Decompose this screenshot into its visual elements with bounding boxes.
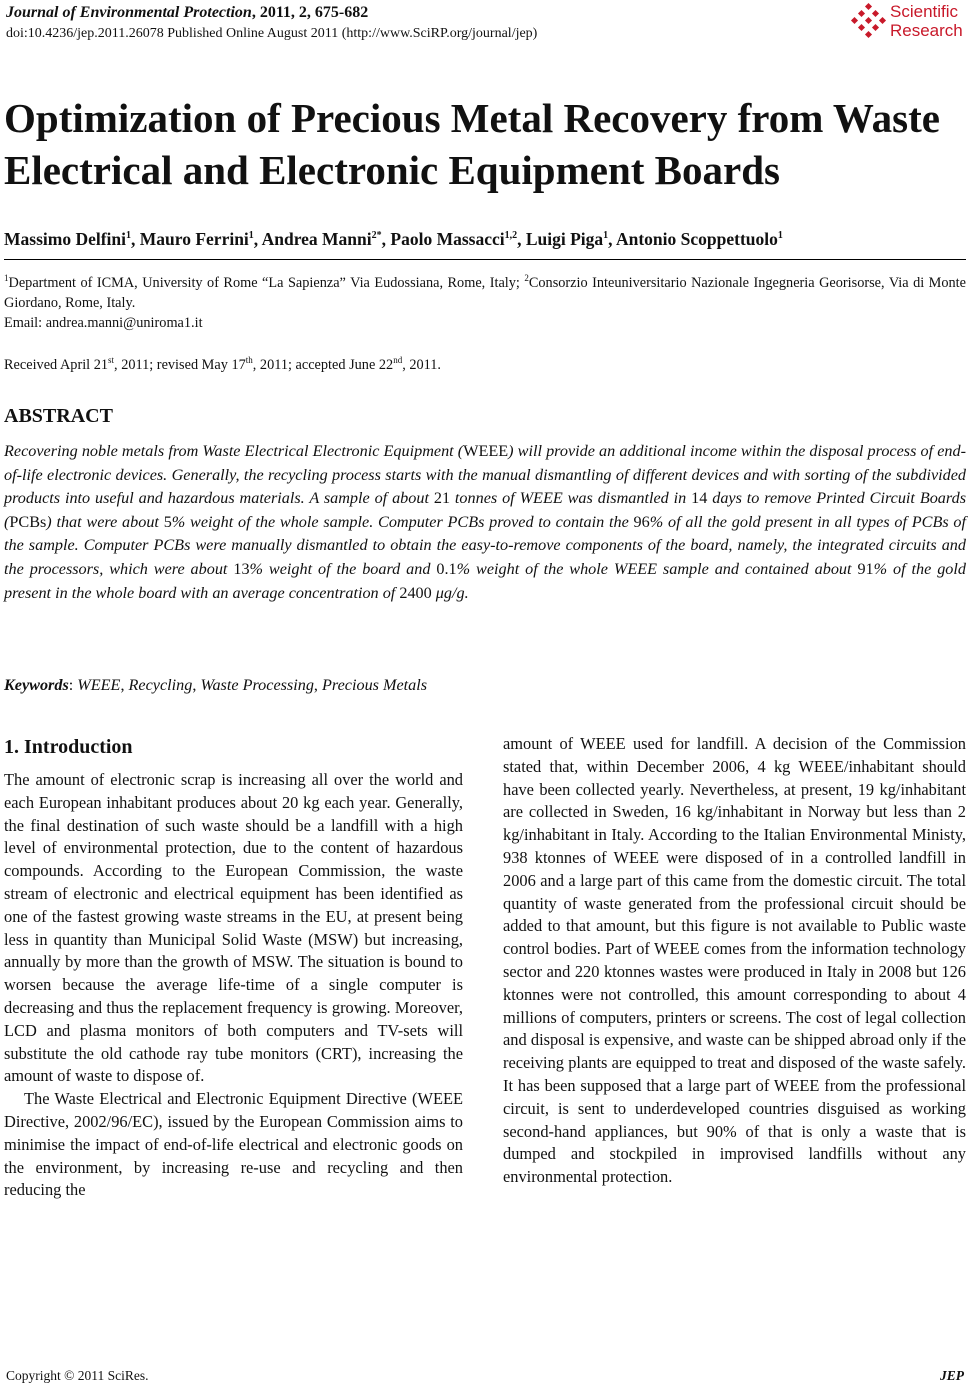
author-name: Luigi Piga <box>525 229 604 249</box>
journal-citation <box>6 4 368 22</box>
affiliation-mark: 2 <box>524 273 529 283</box>
author-name: Paolo Massacci <box>390 229 505 249</box>
body-paragraph: amount of WEEE used for landfill. A decision of the Commission stated that, within December 2006, 4 kg WEEE/inhabitant should have been collected yearly. Nevertheless, at present, 19 kg/inhabitant are collected in Sweden, 16 kg/inhabitant in Norway but less than 2 kg/inhabitant in Italy. According to the Italian Environmental Ministy, 938 ktonnes of WEEE were disposed of in a controlled landfill in 2006 and a large part of this came from the domestic circuit. The total quantity of waste generated from the professional circuit should be added to that amount, but this figure is not available to Public waste control bodies. Part of WEEE comes from the information technology sector and 220 ktonnes wastes were produced in Italy in 2008 but 126 ktonnes were not controlled, this amount corresponding to about 4 millions of computers, printers or screens. The cost of legal collection and disposal is expensive, and waste can be shipped abroad only if the receiving plants are equipped to treat and disposed of the waste safely. It has been supposed that a large part of WEEE from the professional circuit, is sent to underdeveloped countries disguised as working second-hand appliances, but 90% of that is only a waste that is dumped and stockpiled in improvised landfills without any environmental protection. <box>503 734 966 1187</box>
author-affiliation-mark: 1 <box>248 230 254 242</box>
abstract-number: 14 <box>691 489 708 508</box>
affiliation-2: Consorzio Inteuniversitario Nazionale Ingegneria Georisorse, Via di Monte Giordano, Rome, Italy. <box>4 274 966 312</box>
author-name: Massimo Delfini <box>4 229 127 249</box>
affiliation-1: Department of ICMA, University of Rome “La Sapienza” Via Eudossiana, Rome, Italy; <box>8 274 525 291</box>
abstract-segment: Recovering noble metals from Waste Electrical Electronic Equipment ( <box>4 442 464 460</box>
received-dates <box>4 355 441 374</box>
keywords-label: Keywords <box>4 676 69 694</box>
author-affiliation-mark: 1,2 <box>504 230 518 242</box>
scientific-research-logo-mark-icon <box>848 2 888 42</box>
logo-text-line1: Scientific <box>890 2 959 21</box>
logo-text <box>890 2 963 40</box>
keywords-colon: : <box>68 676 78 694</box>
received-year: , 2011. <box>402 356 441 373</box>
body-paragraph: The amount of electronic scrap is increasing all over the world and each European inhabitant produces about 20 kg each year. Generally, the final destination of such waste should be a landfill with a high level of environmental protection, due to the content of hazardous compounds. According to the European Commission, the waste stream of electronic and electrical equipment has been identified as one of the fastest growing waste streams in the EU, at present being less in quantity than Municipal Solid Waste (MSW) but increasing, annually by more than the growth of MSW. The situation is bound to worsen because the average life-time of a single computer is decreasing and thus the replacement frequency is growing. Moreover, LCD and plasma monitors of both computers and TV-sets will substitute the old cathode ray tube monitors (CRT), increasing the amount of waste to dispose of. <box>4 770 463 1086</box>
abstract-segment: WEEE <box>463 442 509 460</box>
logo-text-line2: Research <box>890 21 963 40</box>
author-name: Mauro Ferrini <box>139 229 249 249</box>
publisher-logo[interactable] <box>848 0 966 44</box>
abstract-segment: tonnes of WEEE was dismantled in <box>450 489 692 508</box>
author-separator: , <box>517 229 526 249</box>
header-divider <box>4 259 966 260</box>
keyword-separator: , <box>313 676 323 694</box>
author-affiliation-mark: 1 <box>126 230 132 242</box>
journal-name: Journal of Environmental Protection <box>6 4 252 21</box>
abstract-heading: ABSTRACT <box>4 405 113 427</box>
abstract-segment: % of all the gold present in all types of PCBs of the sample. Computer PCBs were manually dismantled to obtain the easy-to-remove components of the board, namely, the integrated circuits and the processors, which were about <box>4 512 966 578</box>
doi-line: doi:10.4236/jep.2011.26078 Published Online August 2011 (http://www.SciRP.org/journal/jep) <box>6 26 538 41</box>
keyword-item: Precious Metals <box>322 676 428 694</box>
footer-journal-abbr: JEP <box>939 1368 964 1383</box>
author-separator: , <box>253 229 262 249</box>
ordinal-suffix: nd <box>393 355 403 365</box>
keyword-separator: , <box>192 676 201 694</box>
abstract-number: 21 <box>433 489 451 508</box>
abstract-segment: % weight of the whole WEEE sample and contained about <box>456 559 858 578</box>
abstract-number: 5 <box>163 512 172 531</box>
keyword-separator: , <box>120 676 129 694</box>
author-name: Antonio Scoppettuolo <box>615 229 778 249</box>
author-affiliation-mark: 1 <box>777 230 783 242</box>
keyword-item: WEEE <box>77 676 121 694</box>
ordinal-suffix: th <box>245 355 253 365</box>
abstract-number: 91 <box>857 559 874 578</box>
author-affiliation-mark: 1 <box>603 230 609 242</box>
abstract-segment: μg/g. <box>431 583 469 602</box>
affiliation-mark: 1 <box>4 273 9 283</box>
author-list <box>4 229 966 250</box>
author-affiliation-mark: 2* <box>371 230 382 242</box>
abstract-number: 2400 <box>399 583 432 602</box>
abstract-segment: ) that were about <box>46 512 164 531</box>
abstract-text <box>4 440 966 605</box>
footer-copyright: Copyright © 2011 SciRes. <box>6 1368 149 1383</box>
abstract-segment: PCBs <box>9 512 47 531</box>
body-column-right <box>503 733 966 1189</box>
abstract-segment: ) will provide an additional income within the disposal process of end-of-life electronic devices. Generally, the recycling process starts with the manual dismantling of different devices and with sorting of the subdivided products into useful and hazardous materials. A sample of about <box>4 442 966 508</box>
author-name: Andrea Manni <box>261 229 372 249</box>
abstract-number: 13 <box>233 559 250 578</box>
keywords <box>4 676 427 695</box>
body-column-left <box>4 733 463 1202</box>
corresponding-email: Email: andrea.manni@uniroma1.it <box>4 315 203 331</box>
abstract-segment: % weight of the whole sample. Computer PCBs proved to contain the <box>171 512 634 531</box>
author-separator: , <box>381 229 391 249</box>
abstract-number: 96 <box>633 512 650 531</box>
body-paragraph: The Waste Electrical and Electronic Equipment Directive (WEEE Directive, 2002/96/EC), issued by the European Commission aims to minimise the impact of end-of-life electrical and electronic goods on the environment, by increasing re-use and recycling and then reducing the <box>4 1089 463 1200</box>
journal-volume-pages: , 2011, 2, 675-682 <box>251 4 369 21</box>
received-text: Received April 21 <box>4 356 109 373</box>
abstract-segment: % weight of the board and <box>249 559 437 578</box>
paper-title: Optimization of Precious Metal Recovery from Waste Electrical and Electronic Equipment Boards <box>4 95 940 193</box>
section-heading: 1. Introduction <box>4 736 133 758</box>
ordinal-suffix: st <box>108 355 115 365</box>
affiliations <box>4 268 966 314</box>
revised-text: , 2011; revised May 17 <box>114 356 246 373</box>
abstract-segment: % of the gold present in the whole board with an average concentration of <box>4 559 966 602</box>
keyword-item: Recycling <box>128 676 193 694</box>
author-separator: , <box>608 229 616 249</box>
keyword-item: Waste Processing <box>200 676 314 694</box>
accepted-text: , 2011; accepted June 22 <box>252 356 394 373</box>
abstract-number: 0.1 <box>436 559 457 578</box>
abstract-segment: days to remove Printed Circuit Boards ( <box>4 489 966 531</box>
author-separator: , <box>131 229 140 249</box>
